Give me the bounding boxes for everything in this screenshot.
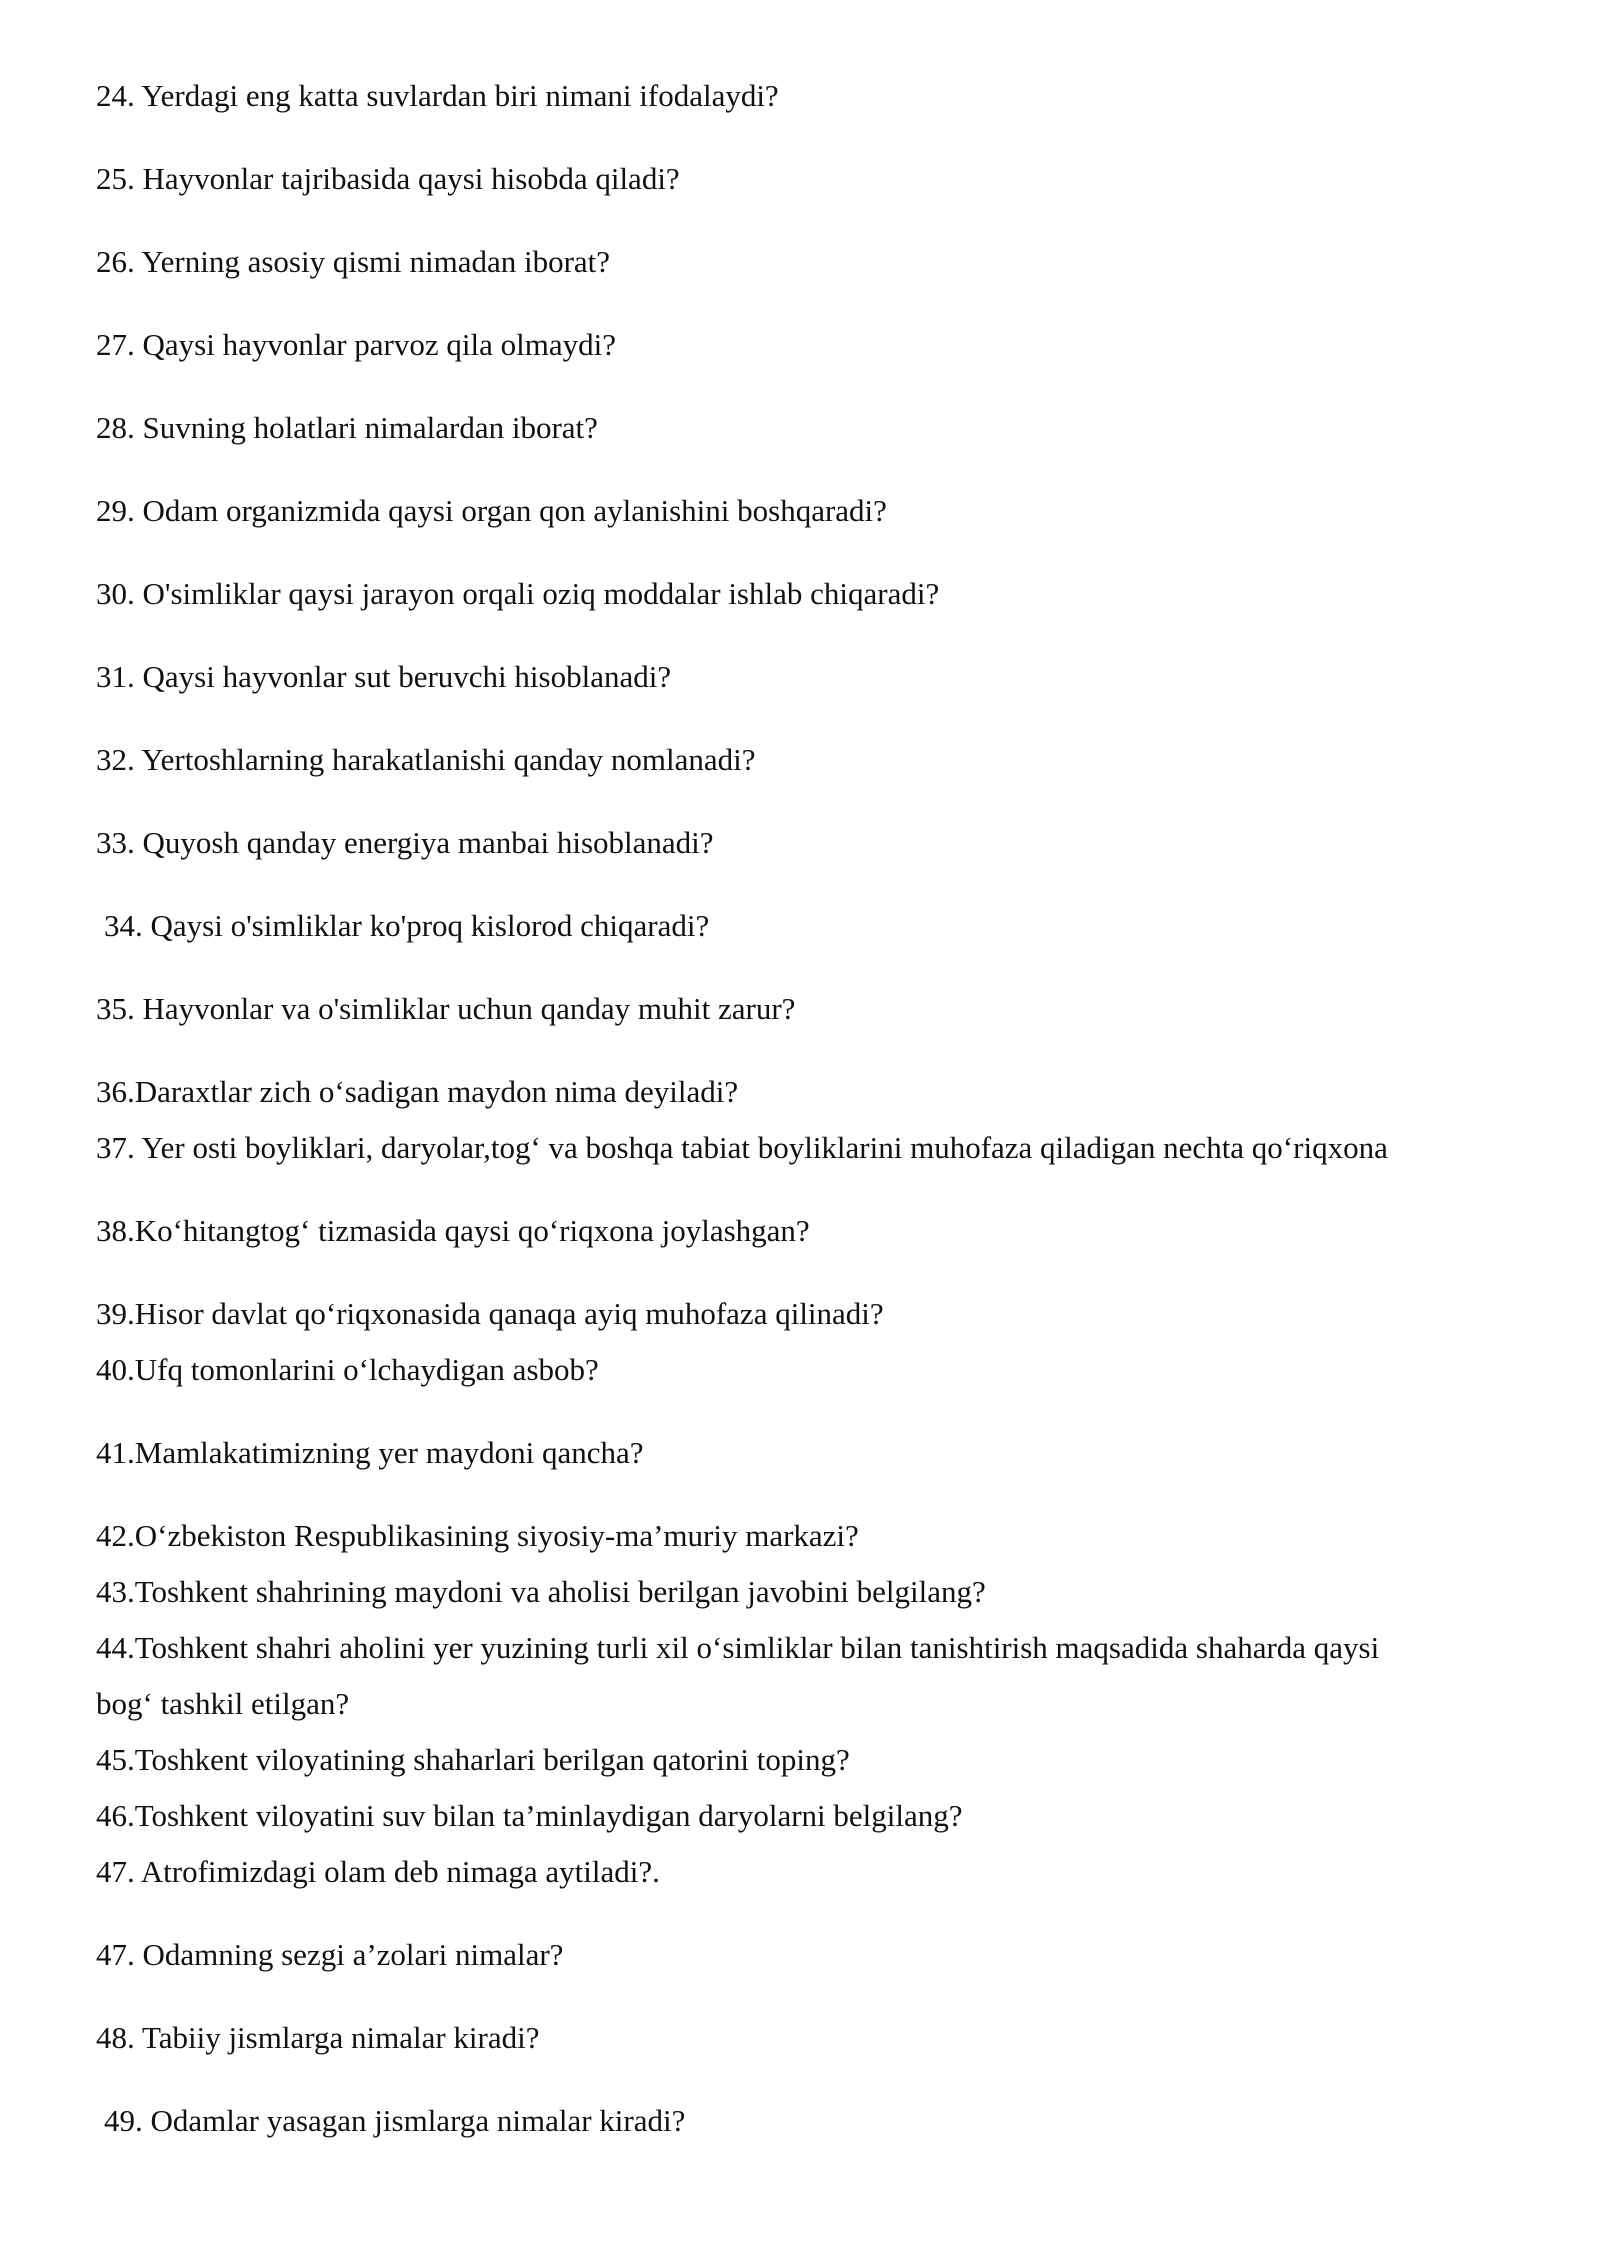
question-48: 48. Tabiiy jismlarga nimalar kiradi? [96,2020,540,2055]
question-47a: 47. Atrofimizdagi olam deb nimaga aytiladi?. [96,1854,660,1889]
question-49: 49. Odamlar yasagan jismlarga nimalar kiradi? [104,2103,686,2138]
question-39: 39.Hisor davlat qo‘riqxonasida qanaqa ayiq muhofaza qilinadi? [96,1296,884,1331]
question-31: 31. Qaysi hayvonlar sut beruvchi hisoblanadi? [96,659,672,694]
question-44: 44.Toshkent shahri aholini yer yuzining turli xil o‘simliklar bilan tanishtirish maqsadida shaharda qaysi [96,1630,1380,1665]
question-24: 24. Yerdagi eng katta suvlardan biri nimani ifodalaydi? [96,78,779,113]
question-33: 33. Quyosh qanday energiya manbai hisoblanadi? [96,825,714,860]
question-47b: 47. Odamning sezgi a’zolari nimalar? [96,1937,564,1972]
question-45: 45.Toshkent viloyatining shaharlari berilgan qatorini toping? [96,1742,850,1777]
question-29: 29. Odam organizmida qaysi organ qon aylanishini boshqaradi? [96,493,887,528]
question-30: 30. O'simliklar qaysi jarayon orqali oziq moddalar ishlab chiqaradi? [96,576,940,611]
question-46: 46.Toshkent viloyatini suv bilan ta’minlaydigan daryolarni belgilang? [96,1798,963,1833]
question-36: 36.Daraxtlar zich o‘sadigan maydon nima deyiladi? [96,1074,739,1109]
question-32: 32. Yertoshlarning harakatlanishi qanday nomlanadi? [96,742,756,777]
question-41: 41.Mamlakatimizning yer maydoni qancha? [96,1435,644,1470]
question-34: 34. Qaysi o'simliklar ko'proq kislorod chiqaradi? [104,908,710,943]
question-25: 25. Hayvonlar tajribasida qaysi hisobda qiladi? [96,161,680,196]
question-38: 38.Ko‘hitangtog‘ tizmasida qaysi qo‘riqxona joylashgan? [96,1213,810,1248]
question-37: 37. Yer osti boyliklari, daryolar,tog‘ va boshqa tabiat boyliklarini muhofaza qiladigan nechta qo‘riqxona [96,1130,1388,1165]
question-26: 26. Yerning asosiy qismi nimadan iborat? [96,244,611,279]
question-44-continued: bog‘ tashkil etilgan? [96,1686,350,1721]
question-27: 27. Qaysi hayvonlar parvoz qila olmaydi? [96,327,616,362]
question-35: 35. Hayvonlar va o'simliklar uchun qanday muhit zarur? [96,991,796,1026]
question-28: 28. Suvning holatlari nimalardan iborat? [96,410,598,445]
question-43: 43.Toshkent shahrining maydoni va aholisi berilgan javobini belgilang? [96,1574,986,1609]
question-42: 42.O‘zbekiston Respublikasining siyosiy-ma’muriy markazi? [96,1518,859,1553]
question-40: 40.Ufq tomonlarini o‘lchaydigan asbob? [96,1352,599,1387]
